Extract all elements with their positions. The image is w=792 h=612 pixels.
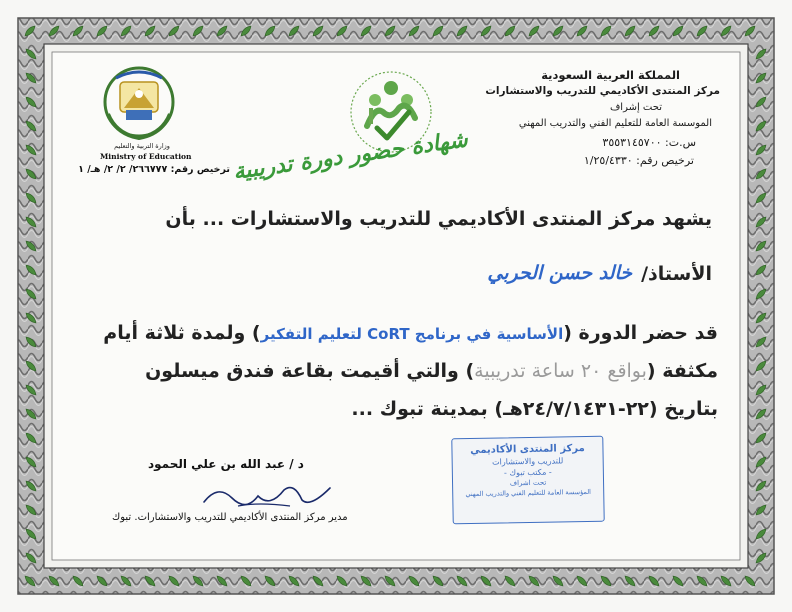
signatory-title: مدير مركز المنتدى الأكاديمي للتدريب والاستشارات. تبوك [112, 512, 348, 523]
testimony-line: يشهد مركز المنتدى الأكاديمي للتدريب والاستشارات ... بأن [165, 208, 712, 230]
date-location-line: بتاريخ (٢٢-٢٤/٧/١٤٣١هـ) بمدينة تبوك ... [351, 398, 718, 420]
stamp-line-4: تحت اشراف [509, 478, 547, 488]
center-name: مركز المنتدى الأكاديمي للتدريب والاستشارات [485, 85, 720, 97]
hours-line [145, 360, 718, 382]
certificate-title: شهادة حضور دورة تدريبية [231, 126, 470, 185]
stamp-line-5: المؤسسة العامة للتعليم الفني والتدريب المهني [465, 487, 592, 499]
course-line-suffix: ) ولمدة ثلاثة أيام [103, 322, 261, 344]
course-line [103, 322, 718, 344]
ministry-emblem [96, 64, 182, 144]
recipient-label: الأستاذ/ [641, 263, 712, 285]
hours-line-prefix: مكثفة ( [646, 360, 718, 382]
course-name: الأساسية في برنامج CoRT لتعليم التفكير [260, 325, 564, 343]
training-hours: بواقع ٢٠ ساعة تدريبية [474, 360, 647, 382]
hours-line-suffix: ) والتي أقيمت بقاعة فندق ميسلون [145, 360, 475, 382]
course-line-prefix: قد حضر الدورة ( [563, 322, 718, 344]
signature [198, 478, 338, 512]
stamp-line-2: للتدريب والاستشارات [492, 456, 564, 467]
stamp-line-1: مركز المنتدى الأكاديمي [470, 443, 585, 457]
signatory-name: د / عبد الله بن علي الحمود [148, 457, 304, 471]
ministry-name-en: Ministry of Education [100, 152, 192, 161]
stamp-line-3: - مكتب تبوك - [503, 467, 552, 478]
ministry-name-ar: وزارة التربية والتعليم [114, 142, 170, 150]
license-number-right: ترخيص رقم: ١/٢٥/٤٣٣٠ [583, 154, 694, 167]
institution-name: الموسسة العامة للتعليم الفني والتدريب المهني [518, 118, 712, 129]
supervision-label: تحت إشراف [609, 102, 662, 113]
recipient-name: خالد حسن الحربي [487, 262, 632, 284]
license-number-left: ترخيص رقم: ٢٦٦٧٧٧/ ٢/ ٢/ هـ/ ١ [78, 164, 230, 175]
official-stamp [451, 436, 604, 525]
commercial-registration: س.ت: ٣٥٥٣١٤٥٧٠٠ [602, 136, 696, 149]
kingdom-name: المملكة العربية السعودية [541, 68, 680, 82]
